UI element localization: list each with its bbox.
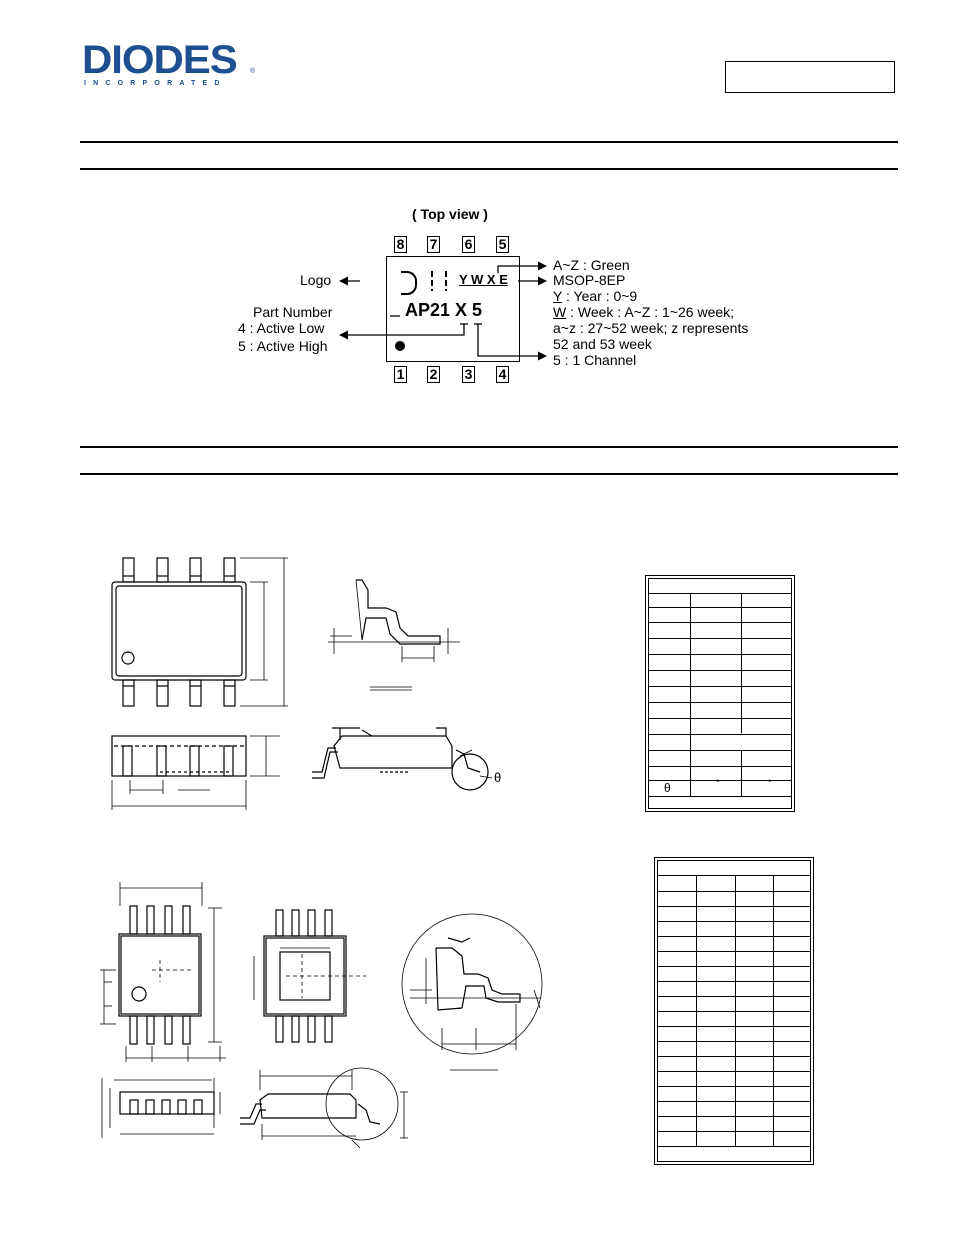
table-rule bbox=[657, 981, 811, 982]
package-outline-drawing-2 bbox=[90, 878, 550, 1153]
section-rule-1-bottom bbox=[80, 168, 898, 170]
week-label-2: a~z : 27~52 week; z represents bbox=[553, 320, 749, 336]
table-rule bbox=[648, 766, 792, 767]
package-outline-drawing-1 bbox=[100, 550, 520, 820]
marking-diagram bbox=[220, 198, 780, 398]
pin-3: 3 bbox=[462, 366, 475, 383]
table-rule bbox=[657, 1146, 811, 1147]
table-rule bbox=[648, 686, 792, 687]
table-rule bbox=[648, 796, 792, 797]
green-label: A~Z : Green bbox=[553, 257, 630, 273]
table-rule bbox=[657, 921, 811, 922]
table-rule bbox=[657, 996, 811, 997]
table-rule bbox=[657, 1131, 811, 1132]
week-label bbox=[553, 304, 734, 320]
table-col-rule bbox=[696, 875, 697, 1146]
logo-wordmark: DIODES bbox=[82, 38, 237, 82]
week-key: W bbox=[553, 304, 567, 320]
week-label-3: 52 and 53 week bbox=[553, 336, 652, 352]
week-text: : Week : A~Z : 1~26 week; bbox=[570, 304, 735, 320]
table-rule bbox=[657, 1086, 811, 1087]
table-rule bbox=[657, 1071, 811, 1072]
channel-label: 5 : 1 Channel bbox=[553, 352, 637, 368]
table-rule bbox=[648, 593, 792, 594]
table-rule bbox=[648, 750, 792, 751]
pin-5: 5 bbox=[496, 236, 509, 253]
table-rule bbox=[648, 654, 792, 655]
table-rule bbox=[657, 1011, 811, 1012]
section-rule-2-top bbox=[80, 446, 898, 448]
degree-cell-2: ° bbox=[768, 778, 772, 788]
table-rule bbox=[648, 607, 792, 608]
table-rule bbox=[657, 906, 811, 907]
part-number-label: Part Number bbox=[253, 304, 333, 320]
theta-label-1: θ bbox=[494, 770, 502, 785]
logo-registered-mark: ® bbox=[250, 68, 256, 75]
section-rule-1-top bbox=[80, 141, 898, 143]
table-rule bbox=[648, 622, 792, 623]
table-rule bbox=[648, 638, 792, 639]
pin-8: 8 bbox=[394, 236, 407, 253]
part-number-box bbox=[725, 61, 895, 93]
table-rule bbox=[657, 1101, 811, 1102]
year-label bbox=[553, 288, 637, 304]
logo-subtext: INCORPORATED bbox=[84, 80, 227, 87]
section-rule-2-bottom bbox=[80, 473, 898, 475]
table-rule bbox=[657, 1026, 811, 1027]
active-low-label: 4 : Active Low bbox=[238, 320, 325, 336]
theta-cell: θ bbox=[664, 781, 671, 795]
degree-cell-1: ° bbox=[716, 778, 720, 788]
active-high-label: 5 : Active High bbox=[238, 338, 328, 354]
pin-7: 7 bbox=[427, 236, 440, 253]
table-rule bbox=[648, 670, 792, 671]
dimension-table-1 bbox=[645, 575, 795, 812]
dimension-table-2 bbox=[654, 857, 814, 1165]
diodes-logo bbox=[82, 38, 257, 90]
table-rule bbox=[648, 734, 792, 735]
table-col-rule bbox=[741, 750, 742, 796]
date-code: Y W X E bbox=[459, 272, 508, 287]
year-text: : Year : 0~9 bbox=[565, 288, 638, 304]
table-rule bbox=[648, 702, 792, 703]
table-rule bbox=[657, 1056, 811, 1057]
table-col-rule bbox=[690, 593, 691, 796]
table-rule bbox=[657, 875, 811, 876]
dimension-table-1-frame bbox=[648, 578, 792, 809]
top-view-label: ( Top view ) bbox=[412, 206, 488, 222]
table-rule bbox=[657, 1041, 811, 1042]
part-marking: AP21 X 5 bbox=[405, 300, 483, 320]
table-rule bbox=[657, 891, 811, 892]
table-rule bbox=[657, 951, 811, 952]
table-rule bbox=[648, 718, 792, 719]
table-rule bbox=[657, 1116, 811, 1117]
pin-2: 2 bbox=[427, 366, 440, 383]
pin-4: 4 bbox=[496, 366, 509, 383]
pin-6: 6 bbox=[462, 236, 475, 253]
year-key: Y bbox=[553, 288, 563, 304]
package-label: MSOP-8EP bbox=[553, 272, 626, 288]
marking-leader-lines bbox=[220, 198, 780, 398]
table-col-rule bbox=[741, 593, 742, 733]
table-col-rule bbox=[735, 875, 736, 1146]
logo-label: Logo bbox=[300, 272, 332, 288]
pin-1: 1 bbox=[394, 366, 407, 383]
table-rule bbox=[657, 966, 811, 967]
table-col-rule bbox=[773, 875, 774, 1146]
table-rule bbox=[657, 936, 811, 937]
